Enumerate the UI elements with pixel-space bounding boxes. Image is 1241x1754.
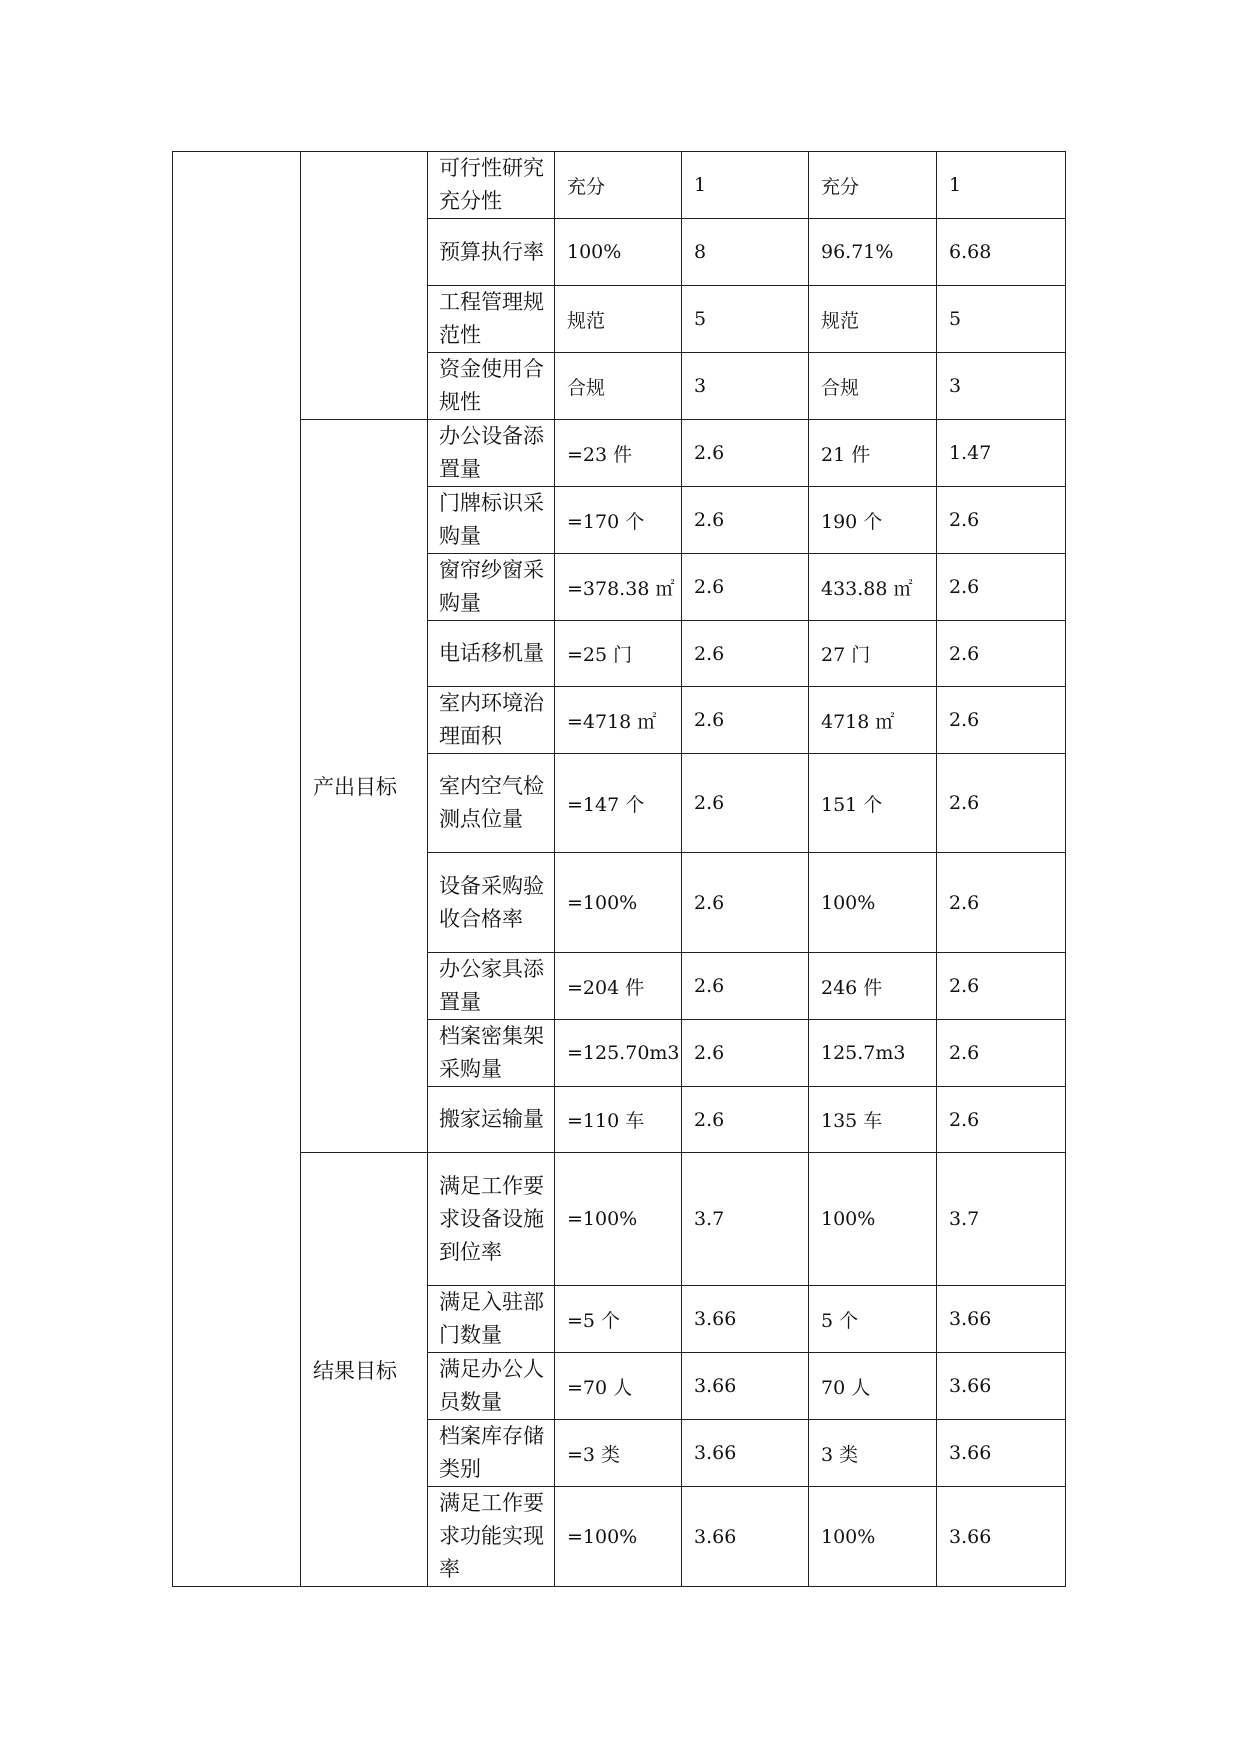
weight-cell: 2.6 xyxy=(682,554,809,621)
indicator-cell: 工程管理规范性 xyxy=(428,286,555,353)
actual-cell: 433.88 ㎡ xyxy=(809,554,937,621)
score-cell: 1.47 xyxy=(937,420,1066,487)
score-cell: 2.6 xyxy=(937,1087,1066,1153)
score-cell: 3.66 xyxy=(937,1286,1066,1353)
weight-cell: 2.6 xyxy=(682,420,809,487)
indicator-cell: 满足入驻部门数量 xyxy=(428,1286,555,1353)
target-cell: =110 车 xyxy=(555,1087,682,1153)
score-cell: 5 xyxy=(937,286,1066,353)
actual-cell: 规范 xyxy=(809,286,937,353)
score-cell: 2.6 xyxy=(937,754,1066,853)
indicator-cell: 预算执行率 xyxy=(428,219,555,286)
indicator-cell: 满足工作要求功能实现率 xyxy=(428,1487,555,1587)
target-cell: =378.38 ㎡ xyxy=(555,554,682,621)
weight-cell: 3.66 xyxy=(682,1487,809,1587)
indicator-cell: 搬家运输量 xyxy=(428,1087,555,1153)
weight-cell: 2.6 xyxy=(682,1020,809,1087)
actual-cell: 70 人 xyxy=(809,1353,937,1420)
indicator-cell: 资金使用合规性 xyxy=(428,353,555,420)
weight-cell: 2.6 xyxy=(682,853,809,953)
score-cell: 3.66 xyxy=(937,1353,1066,1420)
score-cell: 2.6 xyxy=(937,853,1066,953)
score-cell: 2.6 xyxy=(937,554,1066,621)
target-cell: =147 个 xyxy=(555,754,682,853)
target-cell: =23 件 xyxy=(555,420,682,487)
target-cell: 规范 xyxy=(555,286,682,353)
weight-cell: 2.6 xyxy=(682,953,809,1020)
actual-cell: 125.7m3 xyxy=(809,1020,937,1087)
target-cell: =100% xyxy=(555,853,682,953)
target-cell: =25 门 xyxy=(555,621,682,687)
target-cell: =5 个 xyxy=(555,1286,682,1353)
actual-cell: 21 件 xyxy=(809,420,937,487)
actual-cell: 100% xyxy=(809,853,937,953)
category-cell-output: 产出目标 xyxy=(301,420,428,1153)
indicator-cell: 电话移机量 xyxy=(428,621,555,687)
actual-cell: 100% xyxy=(809,1153,937,1286)
weight-cell: 8 xyxy=(682,219,809,286)
actual-cell: 96.71% xyxy=(809,219,937,286)
weight-cell: 3.66 xyxy=(682,1353,809,1420)
score-cell: 1 xyxy=(937,152,1066,219)
weight-cell: 3.66 xyxy=(682,1286,809,1353)
indicator-cell: 窗帘纱窗采购量 xyxy=(428,554,555,621)
indicator-cell: 室内空气检测点位量 xyxy=(428,754,555,853)
target-cell: =3 类 xyxy=(555,1420,682,1487)
actual-cell: 合规 xyxy=(809,353,937,420)
weight-cell: 3 xyxy=(682,353,809,420)
score-cell: 2.6 xyxy=(937,953,1066,1020)
score-cell: 2.6 xyxy=(937,1020,1066,1087)
score-cell: 3 xyxy=(937,353,1066,420)
weight-cell: 3.66 xyxy=(682,1420,809,1487)
weight-cell: 2.6 xyxy=(682,687,809,754)
table-row xyxy=(173,152,1066,219)
actual-cell: 246 件 xyxy=(809,953,937,1020)
category-cell-outcome: 结果目标 xyxy=(301,1153,428,1587)
target-cell: =4718 ㎡ xyxy=(555,687,682,754)
weight-cell: 2.6 xyxy=(682,1087,809,1153)
score-cell: 3.66 xyxy=(937,1487,1066,1587)
weight-cell: 2.6 xyxy=(682,621,809,687)
actual-cell: 5 个 xyxy=(809,1286,937,1353)
indicator-cell: 办公设备添置量 xyxy=(428,420,555,487)
actual-cell: 3 类 xyxy=(809,1420,937,1487)
score-cell: 2.6 xyxy=(937,687,1066,754)
indicator-cell: 档案密集架采购量 xyxy=(428,1020,555,1087)
target-cell: =125.70m3 xyxy=(555,1020,682,1087)
score-cell: 3.66 xyxy=(937,1420,1066,1487)
indicator-cell: 室内环境治理面积 xyxy=(428,687,555,754)
performance-table xyxy=(172,151,1066,1587)
indicator-cell: 满足工作要求设备设施到位率 xyxy=(428,1153,555,1286)
target-cell: 100% xyxy=(555,219,682,286)
indicator-cell: 档案库存储类别 xyxy=(428,1420,555,1487)
indicator-cell: 门牌标识采购量 xyxy=(428,487,555,554)
actual-cell: 4718 ㎡ xyxy=(809,687,937,754)
target-cell: 合规 xyxy=(555,353,682,420)
indicator-cell: 办公家具添置量 xyxy=(428,953,555,1020)
category-cell-first xyxy=(301,152,428,420)
weight-cell: 1 xyxy=(682,152,809,219)
weight-cell: 2.6 xyxy=(682,754,809,853)
table-row xyxy=(173,420,1066,487)
weight-cell: 5 xyxy=(682,286,809,353)
target-cell: 充分 xyxy=(555,152,682,219)
target-cell: =204 件 xyxy=(555,953,682,1020)
target-cell: =170 个 xyxy=(555,487,682,554)
target-cell: =70 人 xyxy=(555,1353,682,1420)
target-cell: =100% xyxy=(555,1153,682,1286)
level1-category-cell xyxy=(173,152,301,1587)
table-row xyxy=(173,1153,1066,1286)
weight-cell: 2.6 xyxy=(682,487,809,554)
score-cell: 2.6 xyxy=(937,621,1066,687)
indicator-cell: 设备采购验收合格率 xyxy=(428,853,555,953)
actual-cell: 151 个 xyxy=(809,754,937,853)
actual-cell: 190 个 xyxy=(809,487,937,554)
actual-cell: 充分 xyxy=(809,152,937,219)
score-cell: 3.7 xyxy=(937,1153,1066,1286)
actual-cell: 27 门 xyxy=(809,621,937,687)
weight-cell: 3.7 xyxy=(682,1153,809,1286)
actual-cell: 135 车 xyxy=(809,1087,937,1153)
indicator-cell: 满足办公人员数量 xyxy=(428,1353,555,1420)
target-cell: =100% xyxy=(555,1487,682,1587)
score-cell: 2.6 xyxy=(937,487,1066,554)
indicator-cell: 可行性研究充分性 xyxy=(428,152,555,219)
actual-cell: 100% xyxy=(809,1487,937,1587)
score-cell: 6.68 xyxy=(937,219,1066,286)
